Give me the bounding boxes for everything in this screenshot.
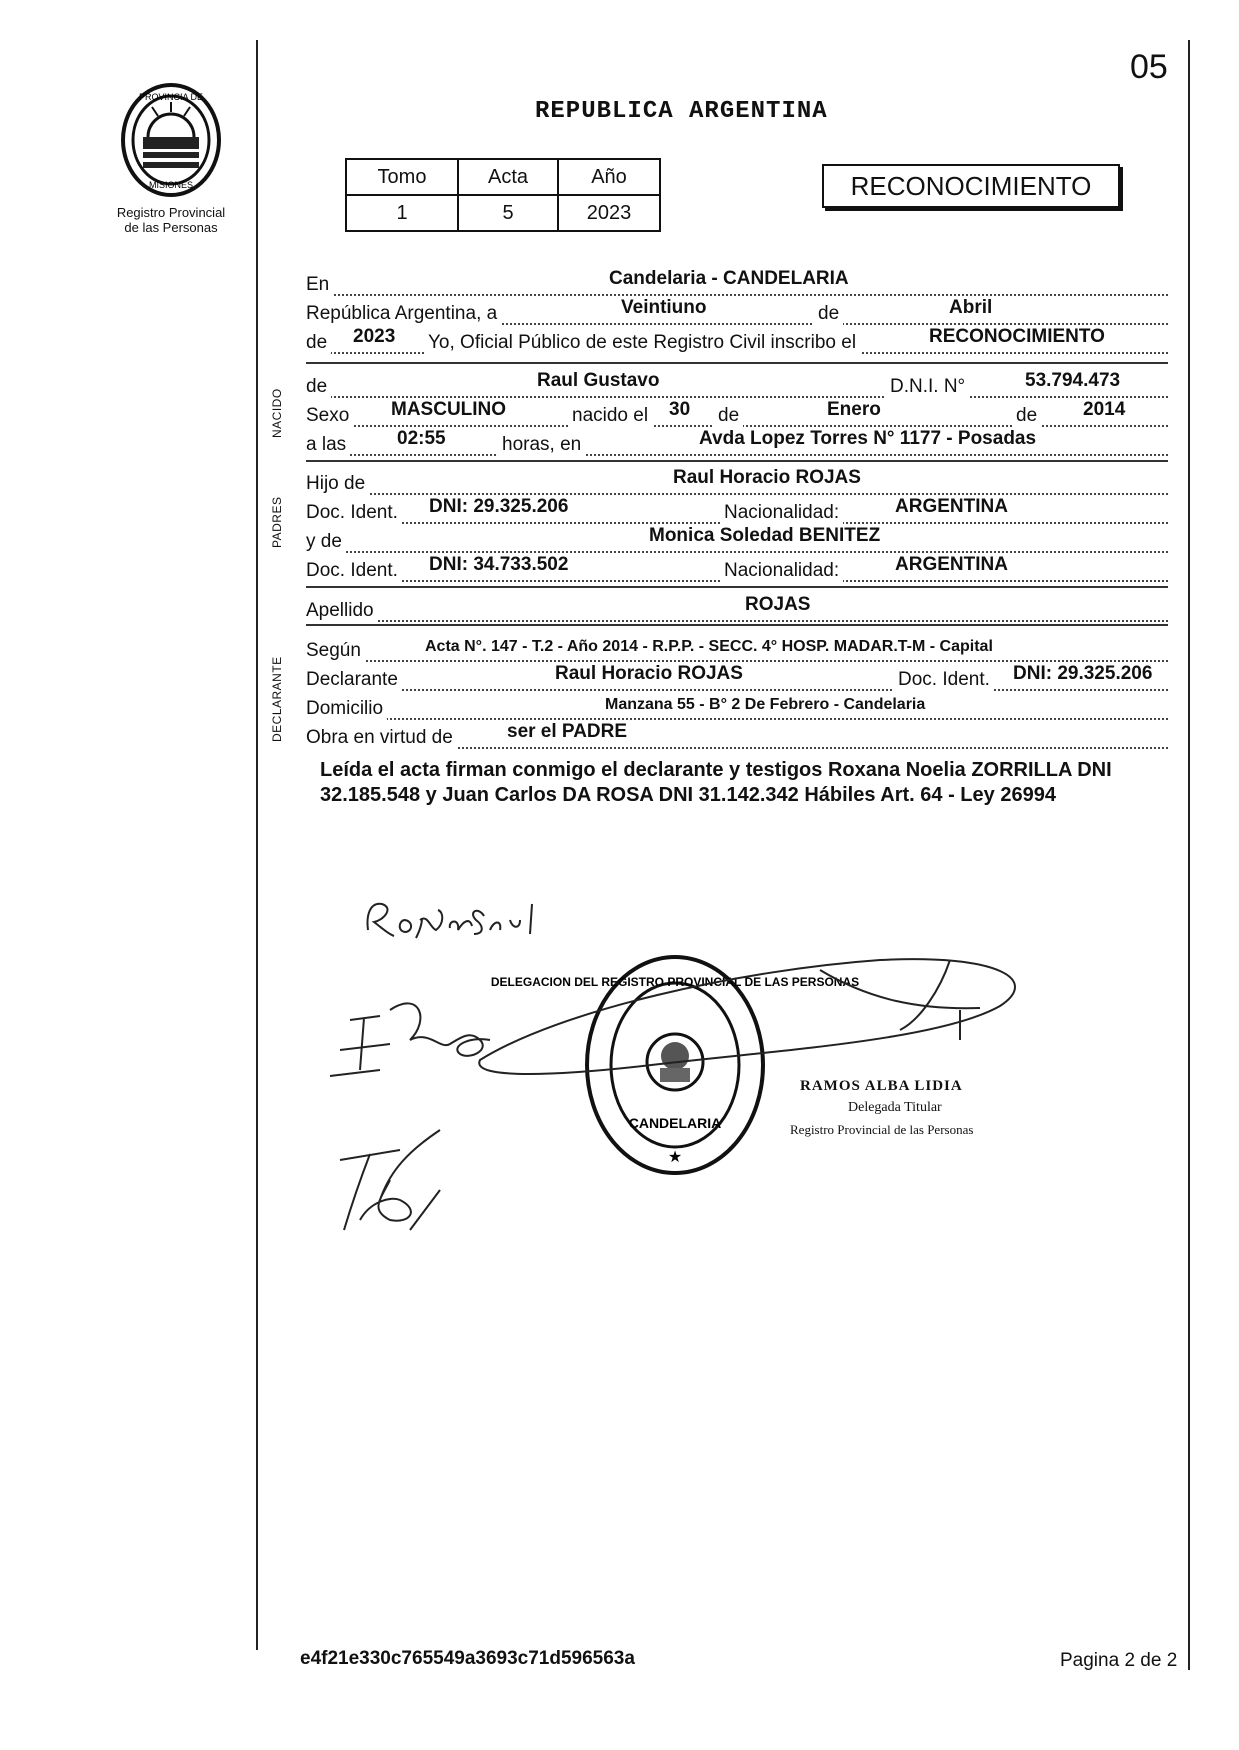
province-seal-logo [118,82,224,198]
row-nombre [306,366,1168,398]
label-alas: a las [306,434,350,456]
label-declarante: Declarante [306,669,402,691]
row-en [306,264,1168,296]
side-label-nacido: NACIDO [270,388,284,438]
header-tomo: Tomo [346,159,458,195]
value-apellido: ROJAS [742,594,813,616]
logo-caption: Registro Provincial de las Personas [116,205,226,235]
label-obra: Obra en virtud de [306,727,457,749]
row-apellido [306,590,1168,622]
side-label-declarante: DECLARANTE [270,656,284,742]
signatory-role: Delegada Titular [848,1100,942,1115]
label-horas: horas, en [498,434,585,456]
label-doc: Doc. Ident. [306,560,402,582]
label-en: En [306,274,333,296]
row-sexo [306,395,1168,427]
label-de-anio: de [306,332,331,354]
row-segun [306,630,1168,662]
label-republica: República Argentina, a [306,303,501,325]
value-padre-nac: ARGENTINA [892,496,1011,518]
label-y-de: y de [306,531,346,553]
row-madre [306,521,1168,553]
section-divider [306,624,1168,626]
page-number: 05 [1130,48,1168,86]
label-de: de [814,303,843,325]
right-margin-line [1188,40,1190,1670]
value-lugar-nac: Avda Lopez Torres N° 1177 - Posadas [696,428,1039,450]
value-declarante: Raul Horacio ROJAS [552,663,746,685]
label-doc-declarante: Doc. Ident. [894,669,994,691]
value-domicilio: Manzana 55 - B° 2 De Febrero - Candelaria [602,696,928,714]
value-tomo: 1 [346,195,458,231]
header-anio: Año [558,159,660,195]
value-nac-mes: Enero [824,399,884,421]
svg-text:MISIONES: MISIONES [148,180,194,190]
side-label-padres: PADRES [270,496,284,548]
label-nacionalidad: Nacionalidad: [720,560,843,582]
section-divider [306,460,1168,462]
left-margin-line [256,40,258,1650]
closing-statement: Leída el acta firman conmigo el declarante y testigos Roxana Noelia ZORRILLA DNI 32.185.548 y Juan Carlos DA ROSA DNI 31.142.342 Hábiles Art. 64 - Ley 26994 [320,759,1112,806]
value-nac-anio: 2014 [1080,399,1128,421]
label-segun: Según [306,640,365,662]
svg-text:★: ★ [667,1147,683,1166]
value-sexo: MASCULINO [388,399,509,421]
value-nombre: Raul Gustavo [534,370,662,392]
row-fecha [306,293,1168,325]
label-nac-de2: de [1012,405,1041,427]
value-segun: Acta N°. 147 - T.2 - Año 2014 - R.P.P. - SECC. 4° HOSP. MADAR.T-M - Capital [422,638,996,656]
value-lugar: Candelaria - CANDELARIA [606,268,852,290]
row-domicilio [306,688,1168,720]
label-de-nombre: de [306,376,331,398]
document-title: REPUBLICA ARGENTINA [535,98,828,125]
label-nac-de: de [714,405,743,427]
signatory-name: RAMOS ALBA LIDIA [800,1078,963,1094]
value-nac-dia: 30 [666,399,693,421]
tomo-acta-anio-table [345,158,661,232]
value-doc-declarante: DNI: 29.325.206 [1010,663,1155,685]
value-hora: 02:55 [394,428,449,450]
header-acta: Acta [458,159,558,195]
page-indicator: Pagina 2 de 2 [1060,1650,1178,1671]
tipo-acta-box: RECONOCIMIENTO [822,164,1120,208]
label-nacido: nacido el [568,405,652,427]
label-oficial: Yo, Oficial Público de este Registro Civil inscribo el [424,332,860,354]
label-sexo: Sexo [306,405,353,427]
svg-text:CANDELARIA: CANDELARIA [628,1115,722,1131]
value-anio: 2023 [558,195,660,231]
label-hijo: Hijo de [306,473,369,495]
value-acta: 5 [458,195,558,231]
value-madre-nac: ARGENTINA [892,554,1011,576]
official-signature-scribble [440,940,1060,1110]
label-apellido: Apellido [306,600,378,622]
row-oficial [306,322,1168,354]
value-mes: Abril [946,297,995,319]
value-padre: Raul Horacio ROJAS [670,467,864,489]
section-divider [306,362,1168,364]
document-hash: e4f21e330c765549a3693c71d596563a [300,1648,635,1669]
handwritten-signature-witness-2 [330,1120,460,1240]
row-hora [306,424,1168,456]
label-dni: D.N.I. N° [886,376,969,398]
row-hijo [306,463,1168,495]
section-divider [306,586,1168,588]
signatory-organization: Registro Provincial de las Personas [790,1122,974,1137]
svg-text:PROVINCIA DE: PROVINCIA DE [138,92,204,102]
row-obra [306,717,1168,749]
value-anio-acta: 2023 [350,326,398,348]
value-obra: ser el PADRE [504,721,630,743]
value-tipo-inscripcion: RECONOCIMIENTO [926,326,1108,348]
value-padre-doc: DNI: 29.325.206 [426,496,571,518]
value-dni: 53.794.473 [1022,370,1123,392]
value-dia: Veintiuno [618,297,710,319]
value-madre: Monica Soledad BENITEZ [646,525,883,547]
row-madre-doc [306,550,1168,582]
label-domicilio: Domicilio [306,698,387,720]
svg-text:DELEGACION DEL REGISTRO PROVIN: DELEGACION DEL REGISTRO PROVINCIAL DE LAS PERSONAS [490,975,860,989]
value-madre-doc: DNI: 34.733.502 [426,554,571,576]
label-nacionalidad: Nacionalidad: [720,502,843,524]
label-doc: Doc. Ident. [306,502,402,524]
row-padre-doc [306,492,1168,524]
row-declarante [306,659,1168,691]
